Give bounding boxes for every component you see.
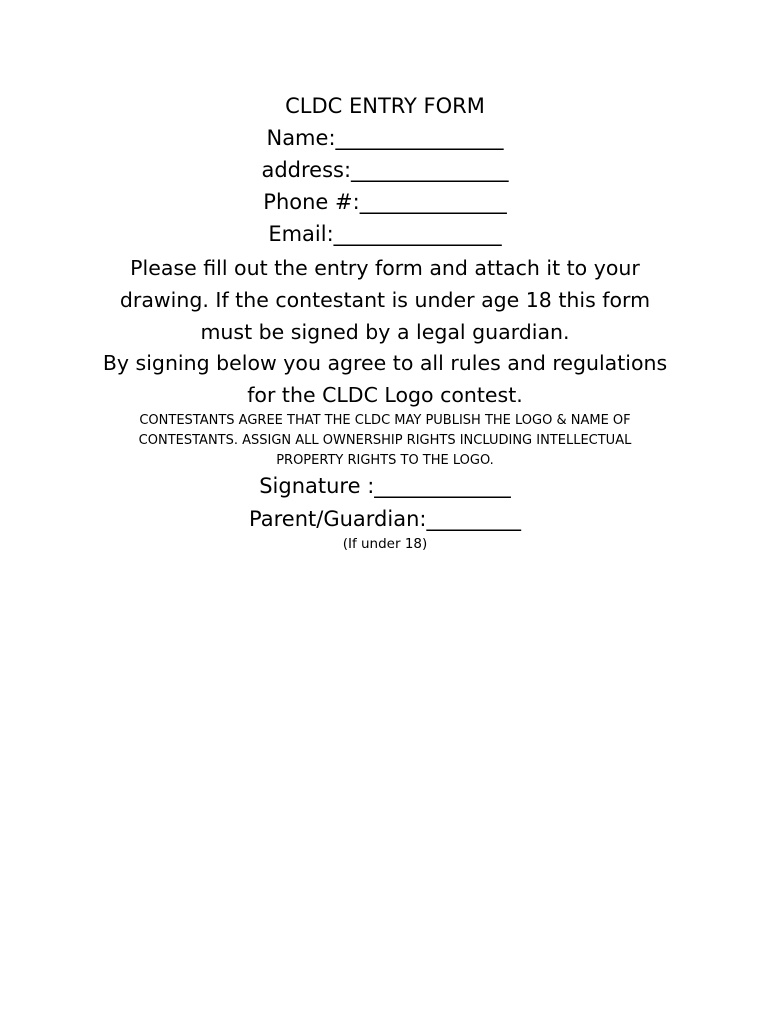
form-title: CLDC ENTRY FORM [285, 94, 485, 118]
instruction-line-3: must be signed by a legal guardian. [200, 320, 570, 344]
instruction-line-5: for the CLDC Logo contest. [247, 383, 523, 407]
phone-field: Phone #:______________ [263, 190, 507, 214]
address-field: address:_______________ [261, 158, 509, 182]
guardian-field: Parent/Guardian:_________ [249, 507, 521, 531]
name-field: Name:________________ [266, 126, 504, 150]
instruction-line-2: drawing. If the contestant is under age 18 this form [119, 288, 651, 312]
instruction-line-4: By signing below you agree to all rules and regulations [102, 351, 668, 375]
instruction-line-1: Please fill out the entry form and attach it to your [130, 256, 640, 280]
legal-line-3: PROPERTY RIGHTS TO THE LOGO. [276, 453, 494, 468]
legal-line-2: CONTESTANTS. ASSIGN ALL OWNERSHIP RIGHTS INCLUDING INTELLECTUAL [138, 433, 632, 448]
email-field: Email:________________ [268, 222, 502, 246]
signature-field: Signature :_____________ [259, 474, 511, 498]
guardian-note: (If under 18) [342, 536, 428, 552]
legal-line-1: CONTESTANTS AGREE THAT THE CLDC MAY PUBLISH THE LOGO & NAME OF [139, 413, 631, 428]
